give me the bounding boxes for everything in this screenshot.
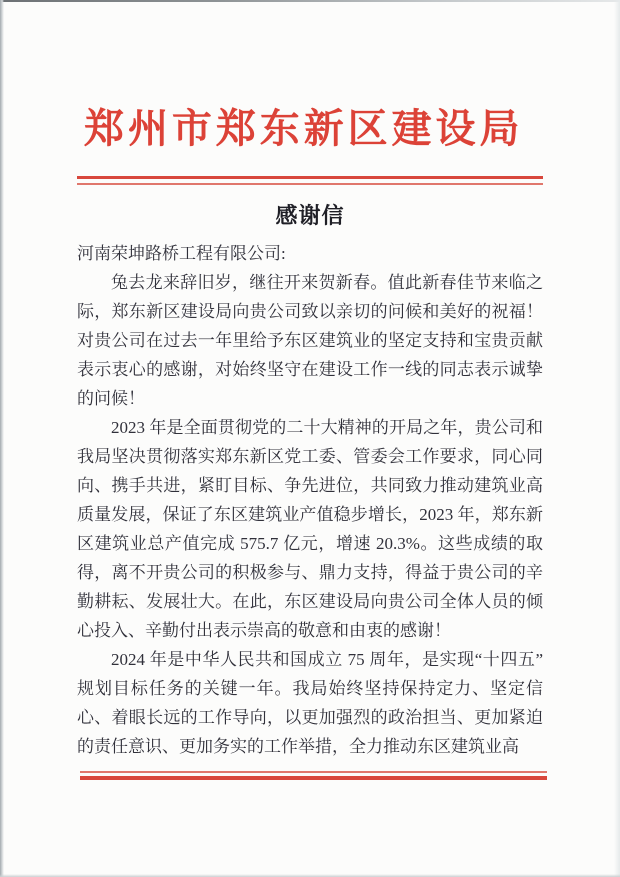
header-double-rule: [77, 176, 543, 185]
org-title: 郑州市郑东新区建设局: [84, 106, 520, 151]
document-title: 感谢信: [275, 203, 345, 228]
scan-edge-right: [614, 0, 620, 877]
scan-edge-left: [0, 0, 4, 877]
footer-rule-thick: [80, 776, 547, 780]
footer-double-rule: [80, 771, 547, 780]
letter-body: [77, 239, 543, 761]
letter-paragraph: 兔去龙来辞旧岁，继往开来贺新春。值此新春佳节来临之际，郑东新区建设局向贵公司致以亲切的问候和美好的祝福！对贵公司在过去一年里给予东区建筑业的坚定支持和宝贵贡献表示衷心的感谢，对始终坚守在建设工作一线的同志表示诚挚的问候！: [77, 273, 543, 408]
letter-paragraph: 2024 年是中华人民共和国成立 75 周年，是实现“十四五”规划目标任务的关键一年。我局始终坚持保持定力、坚定信心、着眼长远的工作导向，以更加强烈的政治担当、更加紧迫的责任意识、更加务实的工作举措，全力推动东区建筑业高: [77, 650, 543, 756]
salutation: 河南荣坤路桥工程有限公司:: [77, 244, 286, 263]
letter-paragraph: 2023 年是全面贯彻党的二十大精神的开局之年，贵公司和我局坚决贯彻落实郑东新区党工委、管委会工作要求，同心同向、携手共进，紧盯目标、争先进位，共同致力推动建筑业高质量发展，保证了东区建筑业产值稳步增长，2023 年，郑东新区建筑业总产值完成 575.7 亿元，增速 20.3%。这些成绩的取得，离不开贵公司的积极参与、鼎力支持，得益于贵公司的辛勤耕耘、发展壮大。在此，东区建设局向贵公司全体人员的倾心投入、辛勤付出表示崇高的敬意和由衷的感谢！: [77, 418, 543, 640]
scan-edge-top: [0, 0, 620, 2]
header-rule-thin: [77, 183, 543, 185]
